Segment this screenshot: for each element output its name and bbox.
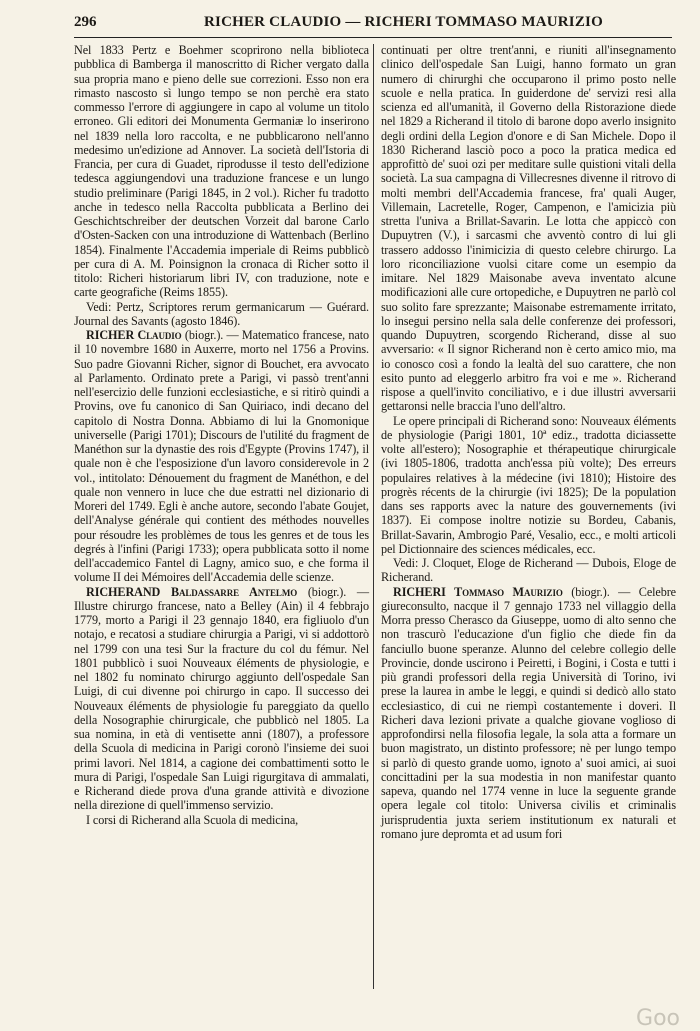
paragraph-vedi-pertz: Vedi: Pertz, Scriptores rerum germanicarum — Guérard. Journal des Savants (agosto 1846). bbox=[74, 299, 369, 328]
watermark: Goo bbox=[636, 1006, 680, 1031]
right-column bbox=[381, 43, 676, 841]
column-divider bbox=[373, 44, 374, 989]
header-rule bbox=[74, 37, 672, 38]
entry-heading: RICHERI Tommaso Maurizio bbox=[393, 584, 563, 599]
paragraph-vedi-cloquet: Vedi: J. Cloquet, Eloge de Richerand — Dubois, Eloge de Richerand. bbox=[381, 556, 676, 585]
paragraph-pertz: Nel 1833 Pertz e Boehmer scoprirono nella biblioteca pubblica di Bamberga il manoscritto di Richer vergato dalla sua propria mano e pieno delle sue correzioni. Esso non era rimasto nascosto sì lungo tempo se non perchè era stato commesso l'errore di aggiungere in capo al volume un titolo erroneo. Gli editori dei Monumenta Germaniæ lo inserirono nel 1839 nella loro raccolta, e ne pubblicarono nell'anno medesimo un'edizione ad Annover. La società dell'Istoria di Francia, per cura di Guadet, riprodusse il testo dell'edizione tedesca aggiungendovi una traduzione francese e un lungo studio preliminare (Parigi 1845, in 2 vol.). Richer fu tradotto anche in tedesco nella Raccolta pubblicata a Berlino dei Geschichtschreiber der deutschen Vorzeit dal barone Carlo d'Osten-Sacken con una introduzione di Wattenbach (Berlino 1854). Finalmente l'Accademia imperiale di Reims pubblicò per cura di A. M. Poinsignon la cronaca di Richer sotto il titolo: Richeri historiarum libri IV, con traduzione, note e carte geografiche (Reims 1855). bbox=[74, 43, 369, 300]
running-title: RICHER CLAUDIO — RICHERI TOMMASO MAURIZIO bbox=[204, 14, 603, 30]
entry-richer-claudio bbox=[74, 328, 369, 585]
entry-heading: RICHERAND Baldassarre Antelmo bbox=[86, 584, 298, 599]
entry-heading: RICHER Claudio bbox=[86, 328, 182, 342]
entry-body: (biogr.). — Matematico francese, nato il 10 novembre 1680 in Auxerre, morto nel 1756 a Provins. Suo padre Giovanni Richer, signor di Bouchet, era avvocato al Parlamento. Ordinato prete a Parigi, vi passò trent'anni nell'esercizio delle funzioni ecclesiastiche, e si ritirò quindi a Provins, ove fu canonico di San Quiriaco, indi decano del capitolo di Nostra Donna. Abbiamo di lui la Gnomonique universelle (Parigi 1701); Discours de l'utilité du fragment de Manéthon sur la dynastie des rois d'Egypte (Provins 1747), il quale non è che l'esposizione d'un lavoro considerevole in 2 vol., intitolato: Dénouement du fragment de Manéthon, e del quale non vennero in luce che due estratti nel dizionario di Moreri del 1749. Egli è anche autore, secondo l'abate Goujet, dell'Analyse générale qui contient des méthodes nouvelles pour résoudre les problèmes de tous les genres et de tous les degrés à l'infini (Parigi 1733); opera pubblicata sotto il nome dell'accademico Fantel di Lagny, amico suo, e che forma il volume II dei Mémoires dell'Accademia delle scienze. bbox=[74, 328, 369, 585]
left-column bbox=[74, 43, 369, 827]
page-header bbox=[74, 14, 672, 36]
entry-richeri bbox=[381, 585, 676, 842]
paragraph-opere: Le opere principali di Richerand sono: Nouveaux éléments de physiologie (Parigi 1801, 10ª ediz., tradotta diciassette volte all'estero); Nosographie et thérapeutique chirurgicale (ivi 1805-1806, tradotta anch'essa più volte); Des erreurs populaires relatives à la médecine (ivi 1810); Histoire des progrès récents de la chirurgie (ivi 1825); De la population dans ses rapports avec la nature des gouvernements (ivi 1837). Ei compose inoltre notizie su Bordeu, Cabanis, Brillat-Savarin, Ambrogio Paré, Vesalio, ecc., e molti articoli pel Dictionnaire des sciences médicales, ecc. bbox=[381, 413, 676, 556]
paragraph-corsi: I corsi di Richerand alla Scuola di medicina, bbox=[86, 812, 299, 827]
entry-body: (biogr.). — Illustre chirurgo francese, nato a Belley (Ain) il 4 febbrajo 1779, morto a Parigi il 23 gennajo 1840, era figliuolo d'un notajo, e recatosi a studiare chirurgia a Parigi, vi si addottorò nel 1799 con una tesi Sur la fracture du col du fémur. Nel 1801 pubblicò i suoi Nouveaux éléments de physiologie, e nel 1802 fu nominato chirurgo aggiunto dell'ospedale San Luigi, di cui divenne poi chirurgo in capo. Il successo dei Nouveaux éléments de physiologie fu pareggiato da quello della Nosographie chirurgicale, che pubblicò nel 1805. La sua nomina, in età di ventisette anni (1807), a professore della Scuola di medicina in Parigi coronò l'insieme dei suoi primi lavori. Nel 1814, a cagione dei combattimenti sotto le mura di Parigi, l'ospedale San Luigi rigurgitava di ammalati, e Richerand diede prova d'una grande attività e divozione nella direzione di quell'immenso servizio. bbox=[74, 584, 369, 813]
entry-richerand bbox=[74, 585, 369, 813]
entry-body: (biogr.). — Celebre giureconsulto, nacque il 7 gennajo 1733 nel villaggio della Morra presso Cherasco da Giuseppe, uomo di alto senno che non trascurò l'educazione d'un figlio che diede fin da fanciullo buone speranze. Alunno del celebre collegio delle Provincie, donde uscirono i Peiretti, i Bogini, i Costa e tutti i più grandi professori della regia Università di Torino, ivi prese la laurea in ambe le leggi, e quindi si dedicò allo stato ecclesiastico, di cui ne riempì costantemente i doveri. Il Richeri dava lezioni private a qualche giovane voglioso di approfondirsi nella filosofia legale, la sola atta a formare un buon magistrato, un distinto professore; nè per lungo tempo si parlò di questo grande uomo, ignoto a' suoi amici, ai suoi concittadini per la sua modestia in non manifestar quanto sapeva, quando nel 1774 venne in luce la seguente grande opera legale col titolo: Universa civilis et criminalis jurisprudentia juxta seriem institutionum ex naturali et romano jure depromta et ad usum fori bbox=[381, 584, 676, 841]
paragraph-continuati: continuati per oltre trent'anni, e riuniti all'insegnamento clinico dell'ospedale San Luigi, hanno formato un gran numero di chirurghi che occuparono il primo posto nelle scuole e nella pratica. In guiderdone de' servizi resi alla scienza ed all'umanità, il Governo della Ristorazione diede nel 1829 a Richerand il titolo di barone dopo averlo insignito degli ordini della Legion d'onore e di San Michele. Dopo il 1830 Richerand lasciò poco a poco la pratica medica ed approfittò de' suoi ozi per meditare sulle quistioni vitali della società. La sua campagna di Villecresnes divenne il ritrovo di molti membri dell'Accademia francese, fra' quali Auger, Villemain, Lacretelle, Roger, Campenon, e l'amicizia più stretta l'univa a Brillat-Savarin. Le lotta che appiccò con Dupuytren (V.), i sarcasmi che avventò contro di lui gli trassero addosso l'inimicizia di questo celebre chirurgo. La loro riconciliazione vuolsi citare come un esempio da imitare. Nel 1829 Maisonabe aveva inventato alcune modificazioni alle cure ortopediche, e Dupuytren ne parlò col suo solito fare sprezzante; Maisonabe estremamente irritato, lo insegui persino nella sala delle conferenze dei professori, quando Dupuytren, scorgendo Richerand, disse al suo avversario: « Il signor Richerand non è certo amico mio, ma io conosco così a fondo la lealtà del suo carattere, che non esito punto ad eleggerlo arbitro fra voi e me ». Richerand rispose a quell'invito conciliativo, e i due illustri avversarii gettaronsi nelle braccia l'uno dell'altro. bbox=[381, 43, 676, 414]
page-number: 296 bbox=[74, 14, 97, 30]
